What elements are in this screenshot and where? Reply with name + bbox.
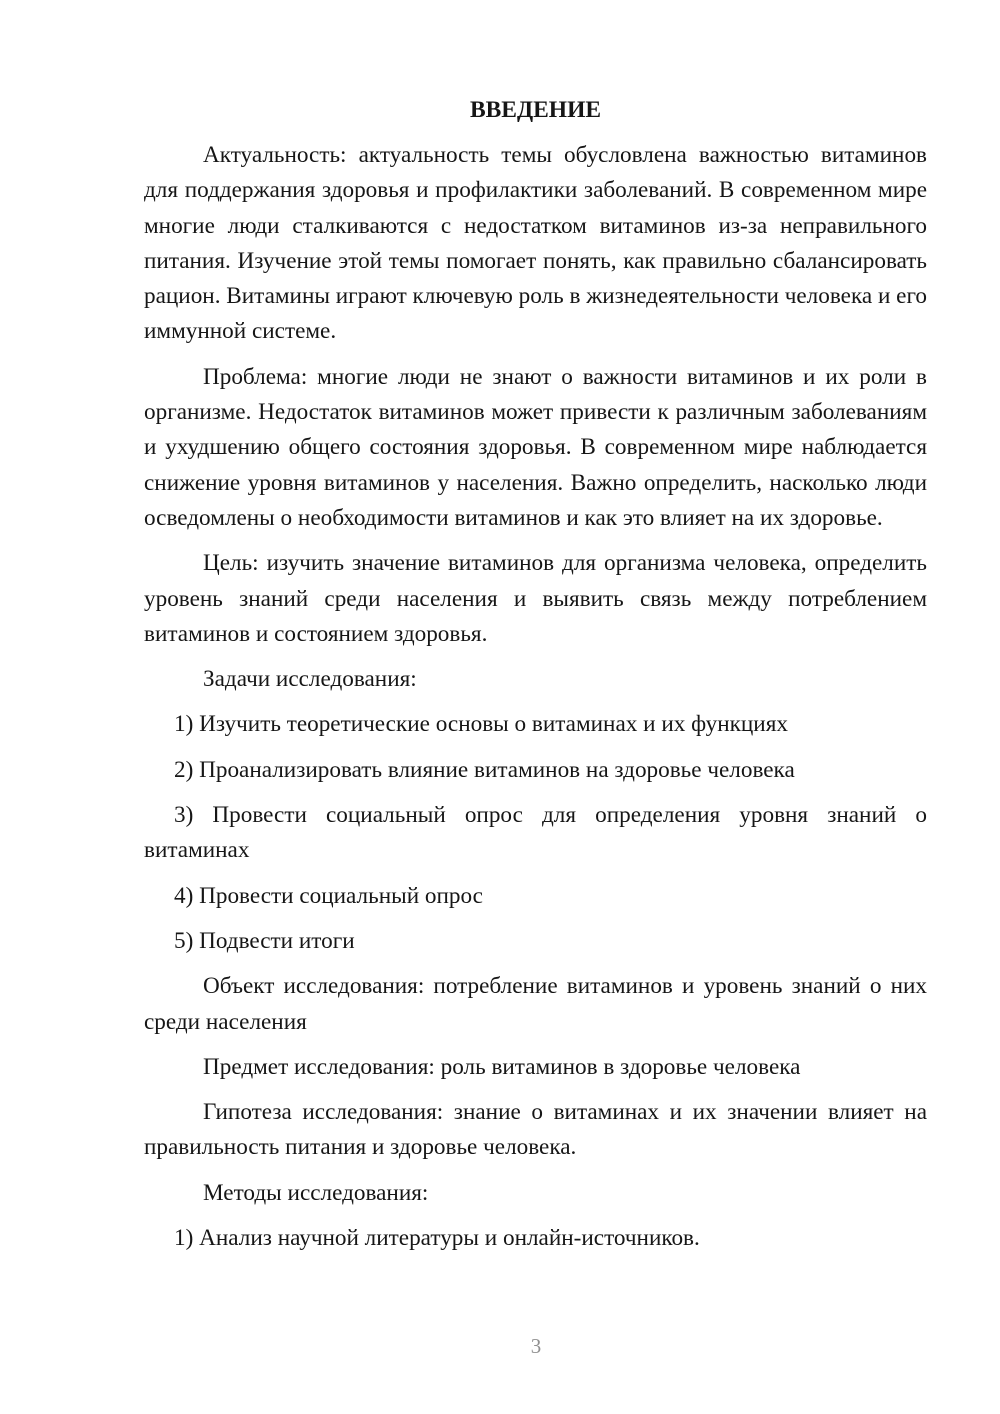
page-number: 3	[530, 1334, 542, 1358]
object-paragraph: Объект исследования: потребление витаминов и уровень знаний о них среди населения	[144, 973, 927, 1035]
task-item: 4) Провести социальный опрос	[174, 882, 483, 909]
page-content	[144, 93, 927, 1266]
task-item: 5) Подвести итоги	[174, 927, 355, 954]
relevance-paragraph: Актуальность: актуальность темы обусловлена важностью витаминов для поддержания здоровья и профилактики заболеваний. В современном мире многие люди сталкиваются с недостатком витаминов из-за неправильного питания. Изучение этой темы помогает понять, как правильно сбалансировать рацион. Витамины играют ключевую роль в жизнедеятельности человека и его иммунной системе.	[144, 142, 927, 345]
tasks-heading: Задачи исследования:	[203, 666, 417, 693]
task-item: 2) Проанализировать влияние витаминов на здоровье человека	[174, 756, 795, 783]
goal-paragraph: Цель: изучить значение витаминов для организма человека, определить уровень знаний среди населения и выявить связь между потреблением витаминов и состоянием здоровья.	[144, 550, 927, 647]
page-title: ВВЕДЕНИЕ	[469, 97, 602, 123]
problem-paragraph: Проблема: многие люди не знают о важности витаминов и их роли в организме. Недостаток витаминов может привести к различным заболеваниям и ухудшению общего состояния здоровья. В современном мире наблюдается снижение уровня витаминов у населения. Важно определить, насколько люди осведомлены о необходимости витаминов и как это влияет на их здоровье.	[144, 363, 927, 531]
method-item: 1) Анализ научной литературы и онлайн-источников.	[174, 1225, 700, 1252]
task-item: 1) Изучить теоретические основы о витаминах и их функциях	[174, 711, 788, 738]
hypothesis-paragraph: Гипотеза исследования: знание о витаминах и их значении влияет на правильность питания и здоровье человека.	[144, 1099, 927, 1161]
methods-heading: Методы исследования:	[203, 1179, 429, 1206]
subject-paragraph: Предмет исследования: роль витаминов в здоровье человека	[203, 1053, 801, 1080]
task-item: 3) Провести социальный опрос для определения уровня знаний о витаминах	[144, 802, 927, 864]
